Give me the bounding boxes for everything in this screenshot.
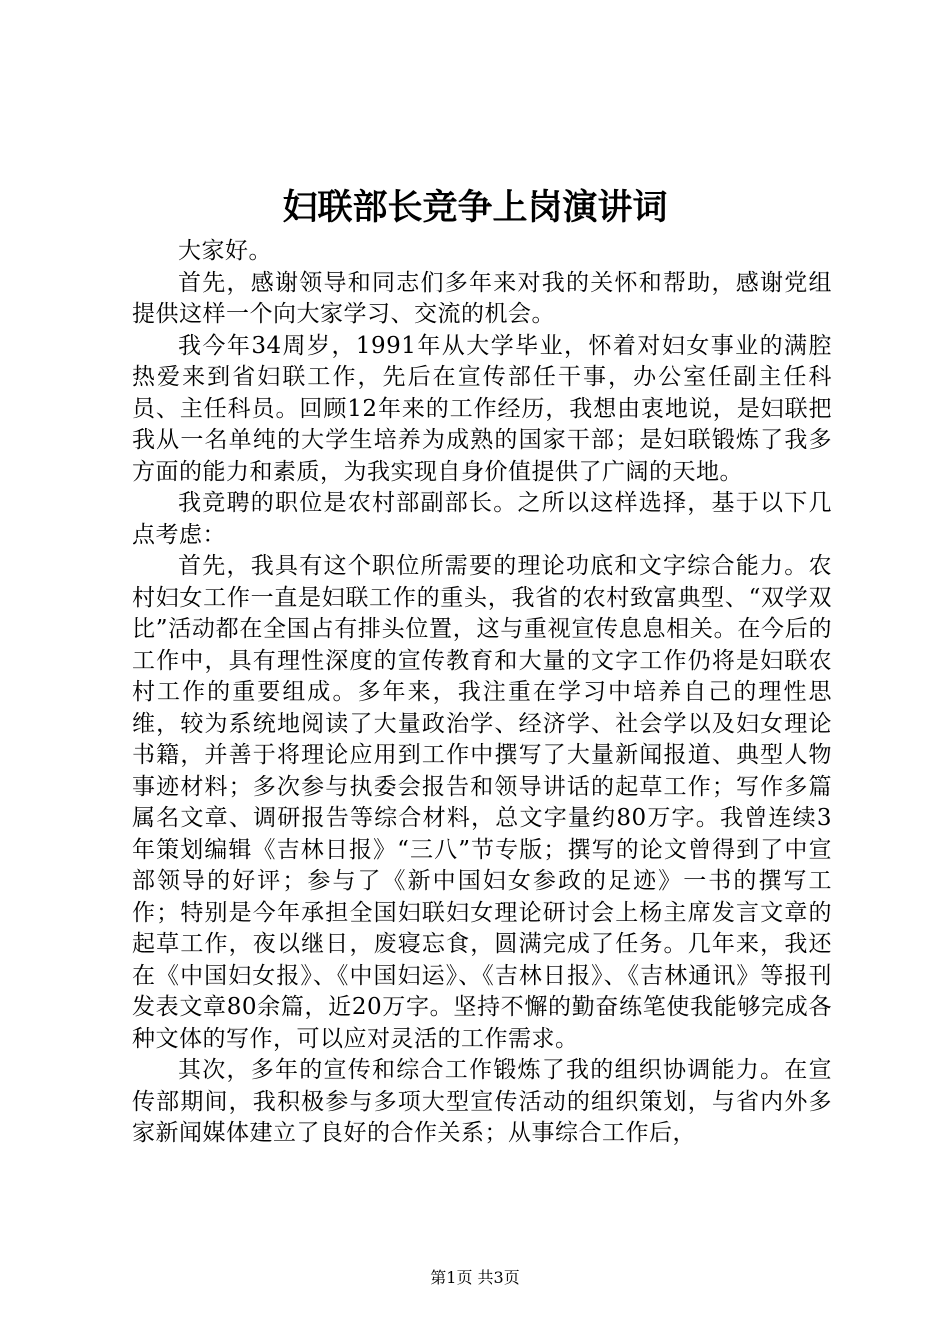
- paragraph-background: 我今年34周岁，1991年从大学毕业，怀着对妇女事业的满腔热爱来到省妇联工作，先后在宣传部任干事，办公室任副主任科员、主任科员。回顾12年来的工作经历，我想由衷地说，是妇联把我从一名单纯的大学生培养为成熟的国家干部；是妇联锻炼了我多方面的能力和素质，为我实现自身价值提供了广阔的天地。: [132, 332, 832, 485]
- document-title: 妇联部长竞争上岗演讲词: [282, 187, 668, 228]
- paragraph-greeting: 大家好。: [178, 238, 272, 264]
- paragraph-reason-two: 其次，多年的宣传和综合工作锻炼了我的组织协调能力。在宣传部期间，我积极参与多项大型宣传活动的组织策划，与省内外多家新闻媒体建立了良好的合作关系；从事综合工作后，: [132, 1057, 832, 1146]
- paragraph-reason-one: 首先，我具有这个职位所需要的理论功底和文字综合能力。农村妇女工作一直是妇联工作的重头，我省的农村致富典型、“双学双比”活动都在全国占有排头位置，这与重视宣传息息相关。在今后的工作中，具有理性深度的宣传教育和大量的文字工作仍将是妇联农村工作的重要组成。多年来，我注重在学习中培养自己的理性思维，较为系统地阅读了大量政治学、经济学、社会学以及妇女理论书籍，并善于将理论应用到工作中撰写了大量新闻报道、典型人物事迹材料；多次参与执委会报告和领导讲话的起草工作；写作多篇属名文章、调研报告等综合材料，总文字量约80万字。我曾连续3年策划编辑《吉林日报》“三八”节专版；撰写的论文曾得到了中宣部领导的好评；参与了《新中国妇女参政的足迹》一书的撰写工作；特别是今年承担全国妇联妇女理论研讨会上杨主席发言文章的起草工作，夜以继日，废寝忘食，圆满完成了任务。几年来，我还在《中国妇女报》、《中国妇运》、《吉林日报》、《吉林通讯》等报刊发表文章80余篇，近20万字。坚持不懈的勤奋练笔使我能够完成各种文体的写作，可以应对灵活的工作需求。: [132, 553, 832, 1052]
- page-number-footer: 第1页 共3页: [430, 1268, 520, 1287]
- paragraph-position: 我竞聘的职位是农村部副部长。之所以这样选择，基于以下几点考虑：: [132, 490, 832, 548]
- document-body: [132, 236, 832, 1150]
- paragraph-thanks: 首先，感谢领导和同志们多年来对我的关怀和帮助，感谢党组提供这样一个向大家学习、交流的机会。: [132, 269, 832, 327]
